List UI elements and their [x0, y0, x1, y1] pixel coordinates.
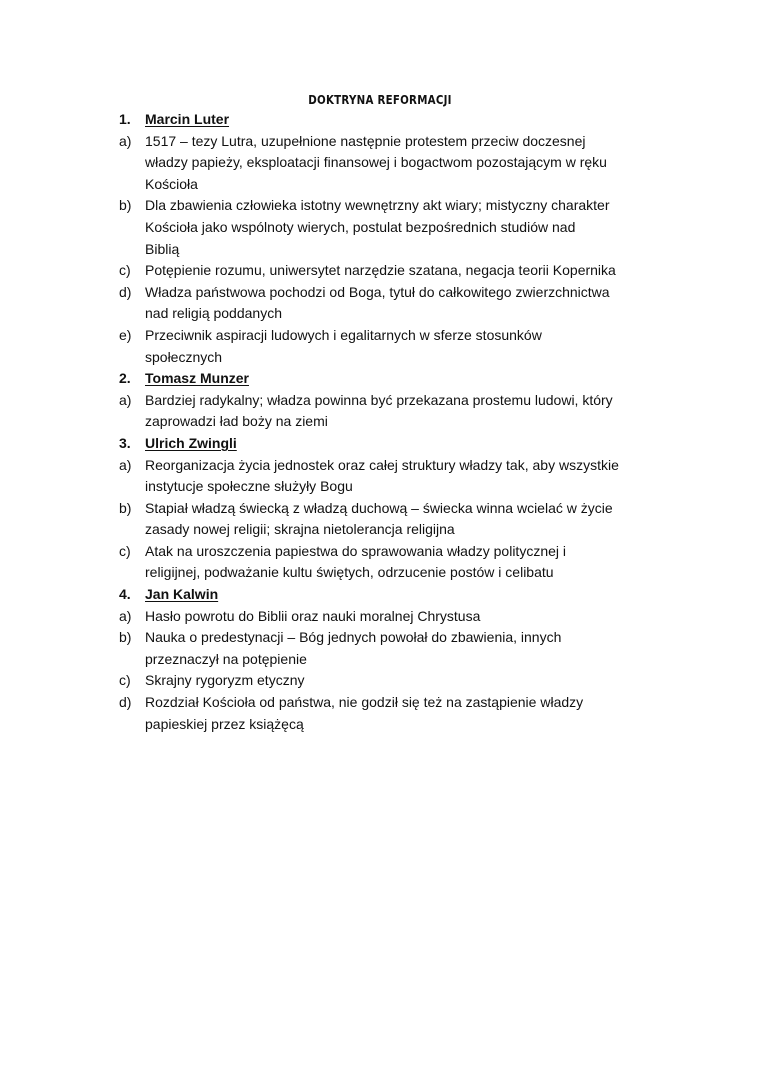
section-name: Jan Kalwin — [145, 586, 219, 603]
list-item-text — [145, 692, 639, 735]
list-item — [119, 498, 639, 541]
text-line: Nauka o predestynacji – Bóg jednych powołał do zbawienia, innych — [145, 629, 562, 646]
list-item — [119, 131, 639, 196]
text-line: społecznych — [145, 348, 223, 365]
section-number: 3. — [119, 434, 131, 451]
text-line: Kościoła — [145, 175, 198, 192]
list-item-marker: a) — [119, 607, 132, 624]
list-item-text — [145, 282, 639, 325]
text-line: religijnej, podważanie kultu świętych, odrzucenie postów i celibatu — [145, 564, 554, 581]
text-line: papieskiej przez książęcą — [145, 715, 304, 732]
list-item-marker: c) — [119, 672, 131, 689]
text-line: Bardziej radykalny; władza powinna być przekazana prostemu ludowi, który — [145, 391, 613, 408]
text-line: Atak na uroszczenia papiestwa do sprawowania władzy politycznej i — [145, 542, 566, 559]
text-line: Skrajny rygoryzm etyczny — [145, 672, 305, 689]
text-line: władzy papieży, eksploatacji finansowej i bogactwom pozostającym w ręku — [145, 154, 607, 171]
list-item-marker: d) — [119, 694, 132, 711]
section-name: Ulrich Zwingli — [145, 434, 237, 451]
list-item-text — [145, 606, 639, 628]
list-item-marker: e) — [119, 326, 132, 343]
list-item-text — [145, 390, 639, 433]
list-item-text — [145, 325, 639, 368]
list-item — [119, 195, 639, 260]
list-item-marker: c) — [119, 542, 131, 559]
text-line: Kościoła jako wspólnoty wierych, postulat bezpośrednich studiów nad — [145, 218, 576, 235]
list-item — [119, 260, 639, 282]
list-item — [119, 390, 639, 433]
text-line: Hasło powrotu do Biblii oraz nauki moralnej Chrystusa — [145, 607, 481, 624]
list-item — [119, 692, 639, 735]
list-item-text — [145, 195, 639, 260]
document-title: DOKTRYNA REFORMACJI — [308, 92, 452, 107]
section-heading — [119, 109, 639, 131]
list-item — [119, 325, 639, 368]
section-number: 4. — [119, 586, 131, 603]
list-item — [119, 455, 639, 498]
section-name: Marcin Luter — [145, 111, 230, 127]
text-line: instytucje społeczne służyły Bogu — [145, 478, 353, 495]
section-heading — [119, 584, 639, 606]
text-line: Reorganizacja życia jednostek oraz całej struktury władzy tak, aby wszystkie — [145, 456, 619, 473]
section-heading — [119, 368, 639, 390]
list-item-marker: a) — [119, 132, 132, 149]
section-number: 2. — [119, 370, 131, 387]
text-line: Dla zbawienia człowieka istotny wewnętrzny akt wiary; mistyczny charakter — [145, 197, 610, 214]
list-item-marker: a) — [119, 456, 132, 473]
document-body — [119, 109, 639, 735]
text-line: Przeciwnik aspiracji ludowych i egalitarnych w sferze stosunków — [145, 326, 542, 343]
text-line: nad religią poddanych — [145, 305, 282, 322]
text-line: Rozdział Kościoła od państwa, nie godził się też na zastąpienie władzy — [145, 694, 584, 711]
section-name: Tomasz Munzer — [145, 370, 249, 387]
list-item-text — [145, 670, 639, 692]
text-line: zaprowadzi ład boży na ziemi — [145, 413, 328, 430]
text-line: Stapiał władzą świecką z władzą duchową – świecka winna wcielać w życie — [145, 499, 613, 516]
list-item-text — [145, 455, 639, 498]
section-number: 1. — [119, 111, 131, 127]
text-line: przeznaczył na potępienie — [145, 650, 307, 667]
list-item — [119, 606, 639, 628]
list-item-text — [145, 627, 639, 670]
list-item — [119, 627, 639, 670]
list-item-text — [145, 498, 639, 541]
list-item-marker: b) — [119, 499, 132, 516]
text-line: zasady nowej religii; skrajna nietolerancja religijna — [145, 521, 455, 538]
list-item — [119, 282, 639, 325]
section-heading — [119, 433, 639, 455]
list-item — [119, 541, 639, 584]
list-item-text — [145, 260, 639, 282]
list-item — [119, 670, 639, 692]
list-item-marker: c) — [119, 262, 131, 279]
text-line: Biblią — [145, 240, 180, 257]
text-line: 1517 – tezy Lutra, uzupełnione następnie protestem przeciw doczesnej — [145, 132, 586, 149]
list-item-marker: a) — [119, 391, 132, 408]
text-line: Potępienie rozumu, uniwersytet narzędzie szatana, negacja teorii Kopernika — [145, 262, 616, 279]
list-item-marker: b) — [119, 629, 132, 646]
list-item-text — [145, 131, 639, 196]
list-item-marker: d) — [119, 283, 132, 300]
text-line: Władza państwowa pochodzi od Boga, tytuł do całkowitego zwierzchnictwa — [145, 283, 610, 300]
list-item-marker: b) — [119, 197, 132, 214]
list-item-text — [145, 541, 639, 584]
